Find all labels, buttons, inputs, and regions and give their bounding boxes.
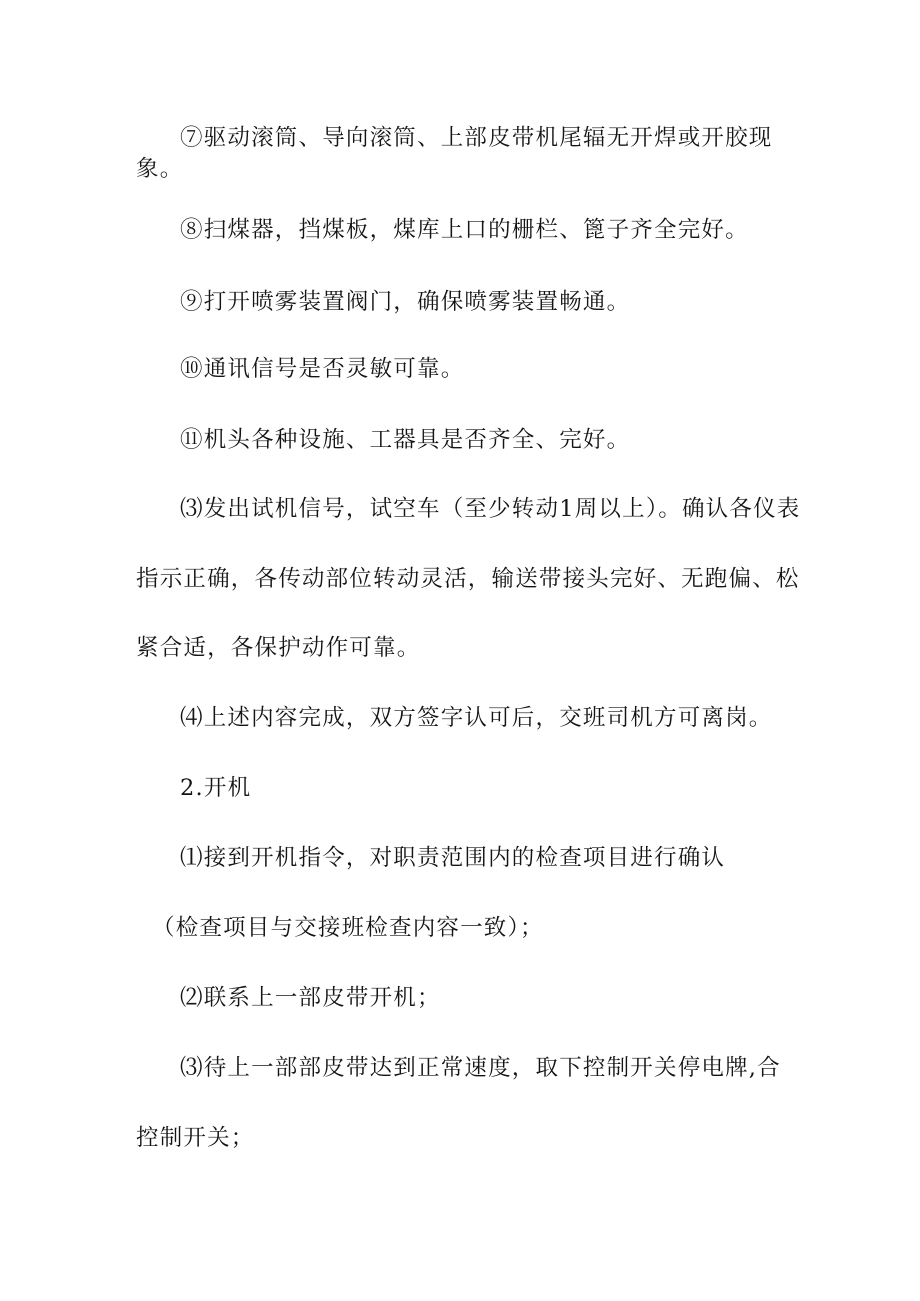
text-line-item-9: ⑨打开喷雾装置阀门，确保喷雾装置畅通。 xyxy=(180,289,631,315)
text-line-startup-step-3-cont: 控制开关； xyxy=(136,1125,255,1151)
text-line-startup-step-3: ⑶待上一部部皮带达到正常速度，取下控制开关停电牌,合 xyxy=(180,1055,781,1081)
section-heading-startup: 2.开机 xyxy=(180,775,252,801)
text-line-step-3-cont-1: 指示正确，各传动部位转动灵活，输送带接头完好、无跑偏、松 xyxy=(136,566,800,592)
text-line-step-3-cont-2: 紧合适，各保护动作可靠。 xyxy=(136,635,421,661)
text-line-step-3: ⑶发出试机信号，试空车（至少转动1周以上）。确认各仪表 xyxy=(180,496,801,522)
text-line-item-7-cont: 象。 xyxy=(136,156,184,182)
text-line-item-7: ⑦驱动滚筒、导向滚筒、上部皮带机尾辐无开焊或开胶现 xyxy=(180,125,773,151)
text-line-step-4: ⑷上述内容完成，双方签字认可后，交班司机方可离岗。 xyxy=(180,705,773,731)
text-line-startup-step-2: ⑵联系上一部皮带开机； xyxy=(180,985,441,1011)
text-line-startup-step-1-cont: （检查项目与交接班检查内容一致）； xyxy=(152,915,544,941)
text-line-startup-step-1: ⑴接到开机指令，对职责范围内的检查项目进行确认 xyxy=(180,845,726,871)
text-line-item-8: ⑧扫煤器，挡煤板，煤库上口的栅栏、篦子齐全完好。 xyxy=(180,217,749,243)
text-line-item-11: ⑪机头各种设施、工器具是否齐全、完好。 xyxy=(180,427,631,453)
text-line-item-10: ⑩通讯信号是否灵敏可靠。 xyxy=(180,356,465,382)
